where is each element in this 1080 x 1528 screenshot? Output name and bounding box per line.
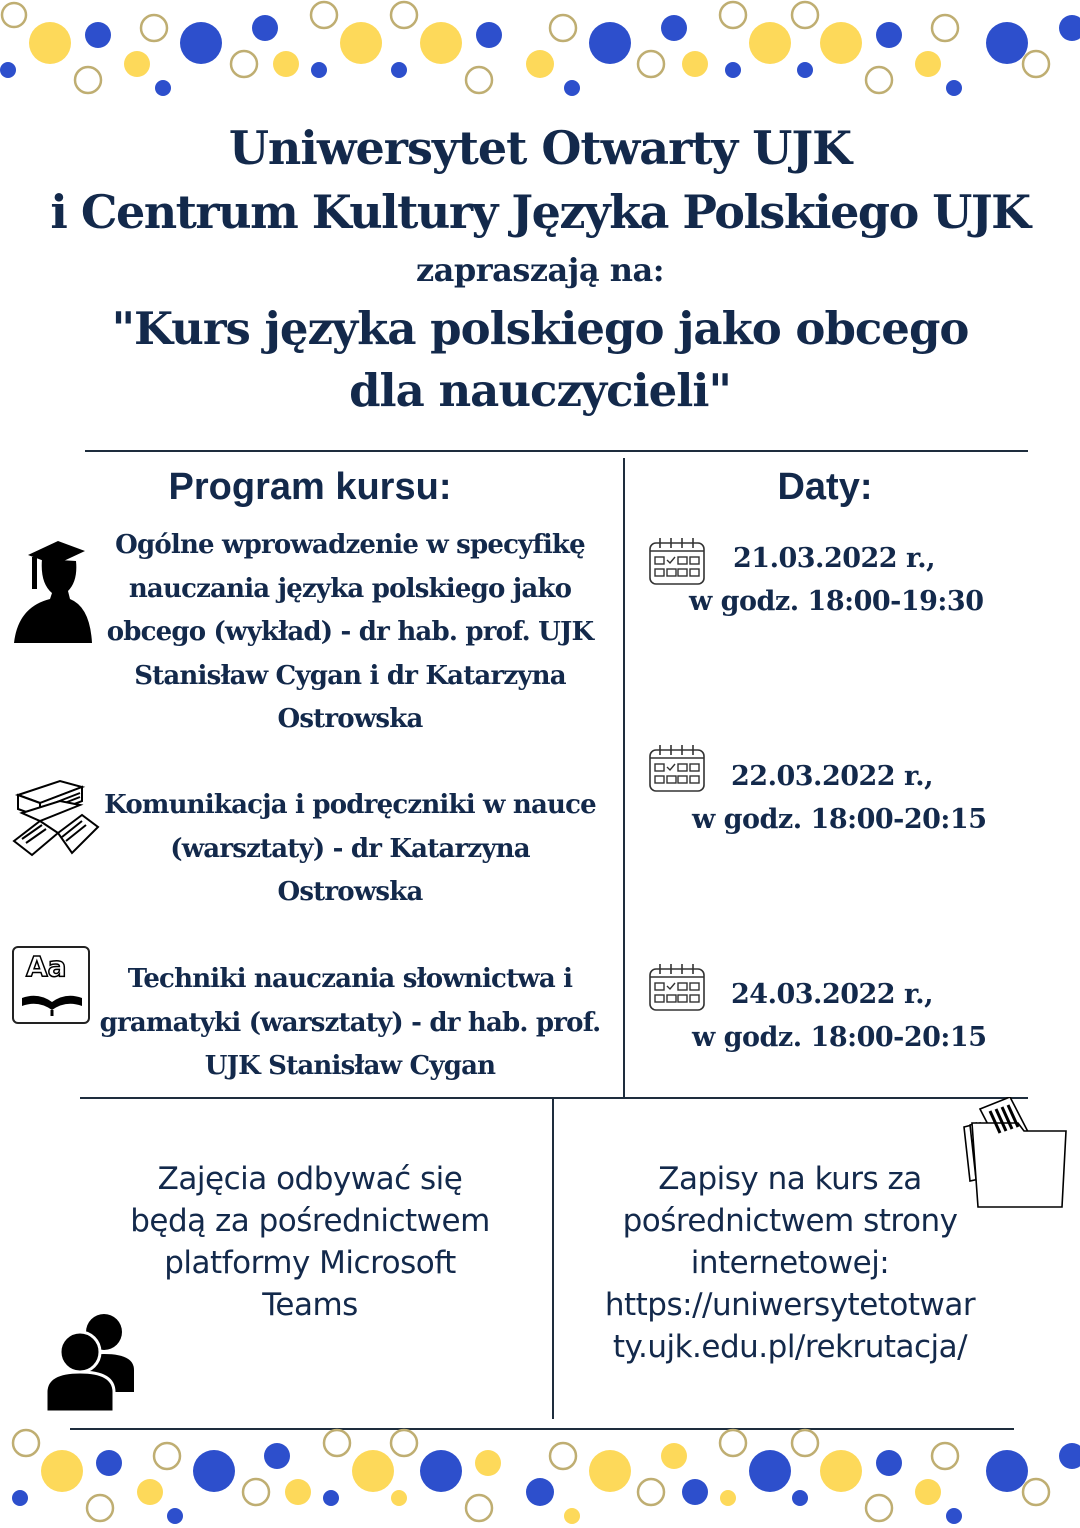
registration-info: [570, 1158, 1010, 1368]
date-item-3: [648, 962, 706, 1017]
date-3-date: 24.03.2022 r.,: [731, 979, 934, 1010]
platform-line: będą za pośrednictwem: [130, 1203, 490, 1239]
program-item-2-line: Komunikacja i podręczniki w nauce: [104, 790, 596, 820]
course-title-line-2: dla nauczycieli": [349, 364, 731, 417]
dates-heading: Daty:: [777, 466, 873, 508]
program-item-1-line: Ogólne wprowadzenie w specyfikę: [115, 530, 585, 560]
platform-line: Teams: [262, 1287, 358, 1323]
calendar-icon: [648, 962, 706, 1012]
header-divider: [85, 450, 1028, 452]
books-icon: [10, 775, 102, 865]
program-item-2-line: Ostrowska: [277, 877, 423, 907]
program-heading: Program kursu:: [168, 466, 452, 508]
top-dots-decoration: [0, 0, 1080, 110]
platform-info: [70, 1158, 550, 1326]
calendar-icon: [648, 536, 706, 586]
middle-divider: [80, 1097, 1028, 1099]
vocabulary-book-icon: [12, 946, 90, 1024]
dots-pattern: [0, 2, 1080, 96]
program-item-2: [95, 784, 605, 915]
program-item-1: [95, 524, 605, 742]
program-item-1-line: Ostrowska: [277, 704, 423, 734]
course-title: [0, 298, 1080, 422]
date-1-time: w godz. 18:00-19:30: [689, 586, 984, 617]
dots-pattern: [12, 1430, 1080, 1524]
invite-text: zapraszają na:: [415, 251, 665, 289]
bottom-dots-decoration: [0, 1418, 1080, 1528]
organizer-line-1: Uniwersytet Otwarty UJK: [228, 121, 852, 175]
bottom-column-divider: [552, 1099, 554, 1419]
platform-line: Zajęcia odbywać się: [157, 1161, 463, 1197]
program-item-1-line: obcego (wykład) - dr hab. prof. UJK: [106, 617, 594, 647]
registration-line: Zapisy na kurs za: [658, 1161, 922, 1197]
program-item-3-line: UJK Stanisław Cygan: [204, 1051, 496, 1081]
date-2-time: w godz. 18:00-20:15: [692, 804, 987, 835]
registration-url-line[interactable]: ty.ujk.edu.pl/rekrutacja/: [612, 1329, 968, 1365]
registration-url-line[interactable]: https://uniwersytetotwar: [604, 1287, 976, 1323]
course-title-line-1: "Kurs języka polskiego jako obcego: [111, 302, 969, 355]
program-item-3-line: gramatyki (warsztaty) - dr hab. prof.: [99, 1007, 601, 1038]
program-item-1-line: Stanisław Cygan i dr Katarzyna: [134, 660, 566, 691]
vocabulary-icon-letters: Aa: [26, 950, 67, 983]
program-item-3-line: Techniki nauczania słownictwa i: [127, 964, 573, 994]
program-item-1-line: nauczania języka polskiego jako: [128, 573, 572, 604]
registration-url[interactable]: [570, 1284, 1010, 1368]
calendar-icon: [648, 743, 706, 793]
program-item-3: [95, 958, 605, 1089]
organizer-line-2: i Centrum Kultury Języka Polskiego UJK: [50, 185, 1030, 239]
program-item-2-line: (warsztaty) - dr Katarzyna: [170, 833, 530, 864]
date-1-date: 21.03.2022 r.,: [733, 543, 936, 574]
platform-line: platformy Microsoft: [164, 1245, 456, 1281]
column-divider: [623, 458, 625, 1098]
registration-line: internetowej:: [690, 1245, 890, 1281]
users-icon: [44, 1308, 138, 1417]
date-item-2: [648, 743, 706, 798]
date-2-date: 22.03.2022 r.,: [731, 761, 934, 792]
graduate-silhouette-icon: [10, 535, 96, 643]
folder-documents-icon: [958, 1097, 1070, 1214]
date-3-time: w godz. 18:00-20:15: [692, 1022, 987, 1053]
registration-line: pośrednictwem strony: [622, 1203, 958, 1239]
